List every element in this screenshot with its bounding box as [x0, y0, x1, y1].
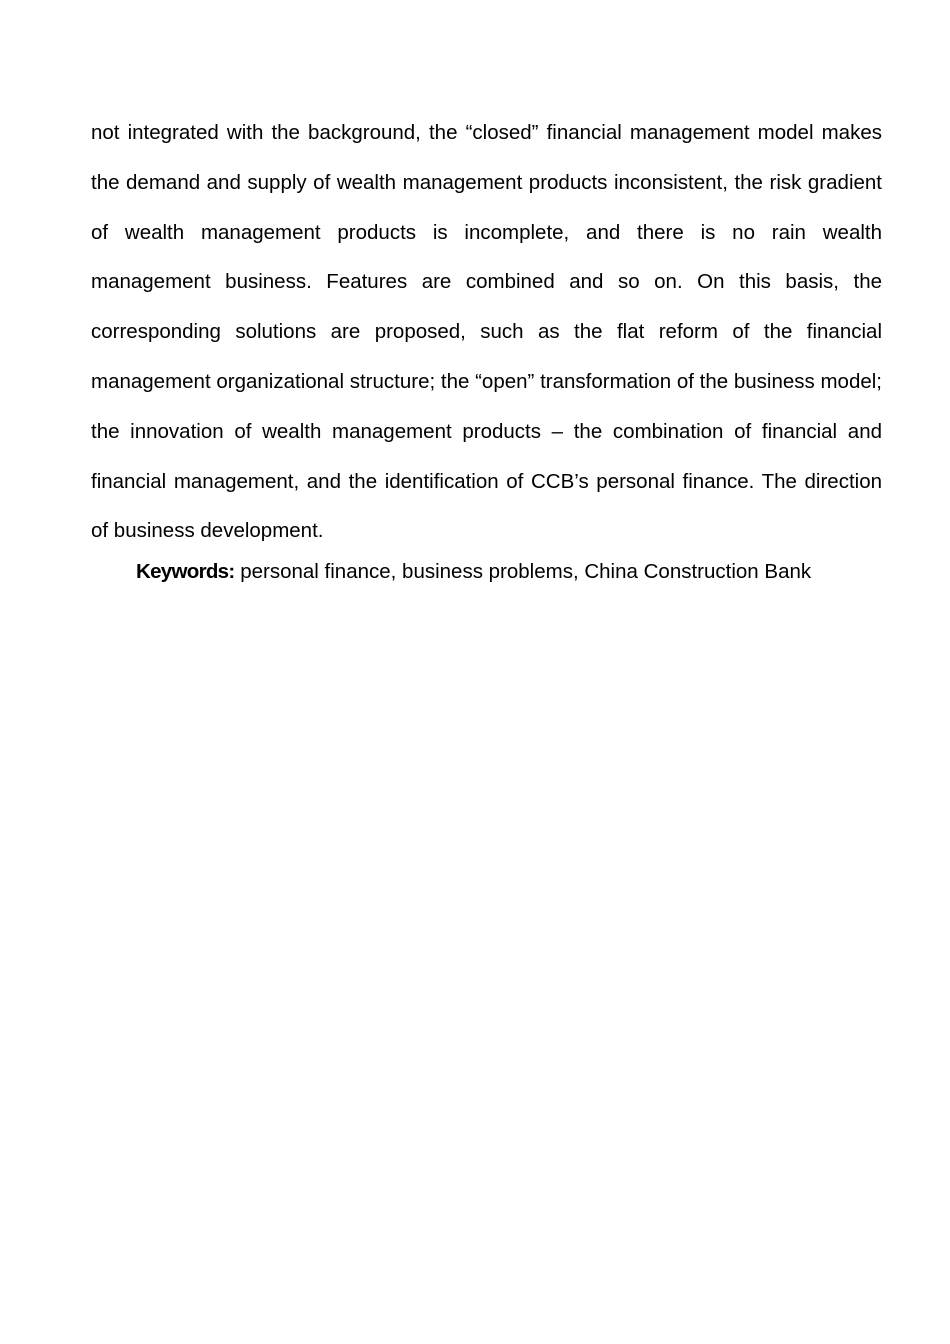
keywords-line	[136, 556, 896, 588]
keywords-text: personal finance, business problems, China Construction Bank	[240, 560, 812, 583]
abstract-body-paragraph: not integrated with the background, the “closed” financial management model makes the demand and supply of wealth management products inconsistent, the risk gradient of wealth management products is incomplete, and there is no rain wealth management business. Features are combined and so on. On this basis, the corresponding solutions are proposed, such as the flat reform of the financial management organizational structure; the “open” transformation of the business model; the innovation of wealth management products – the combination of financial and financial management, and the identification of CCB’s personal finance. The direction of business development.	[91, 121, 882, 543]
keywords-label: Keywords:	[136, 560, 235, 583]
